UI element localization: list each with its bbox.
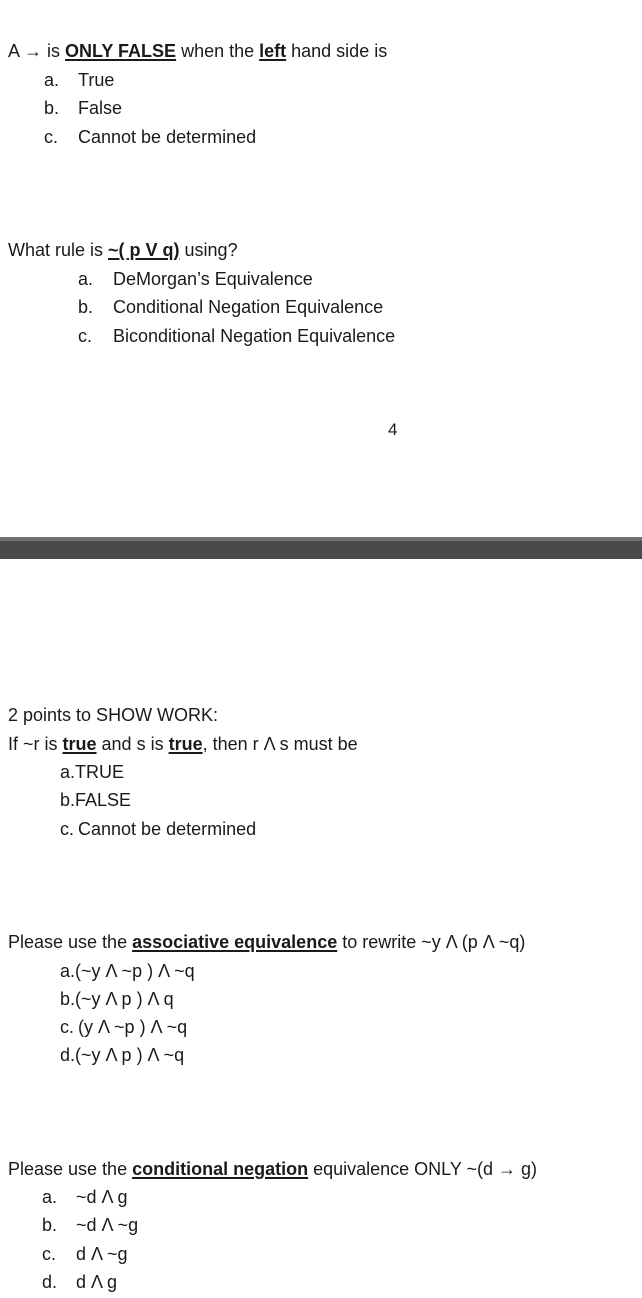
option-text: ~d Λ ~g — [76, 1215, 139, 1235]
option-text: Cannot be determined — [78, 819, 257, 839]
q3-text-part: If ~r is — [8, 734, 63, 754]
q2-text-part: using? — [179, 240, 238, 260]
right-arrow-icon: → — [24, 41, 43, 61]
option-text: Biconditional Negation Equivalence — [113, 326, 396, 346]
q3-underlined-true: true — [168, 734, 203, 754]
q5-option-b[interactable] — [42, 1214, 138, 1236]
q4-option-d[interactable] — [60, 1044, 184, 1066]
q1-option-c[interactable] — [44, 126, 256, 148]
right-arrow-icon: → — [498, 1159, 517, 1179]
question-4-text — [8, 931, 525, 953]
q2-option-a[interactable] — [78, 268, 313, 290]
option-letter: a. — [42, 1187, 58, 1207]
option-text: (~y Λ ~p ) Λ ~q — [75, 961, 195, 981]
question-5-text — [8, 1158, 537, 1180]
q4-option-c[interactable] — [60, 1016, 187, 1038]
q1-text-part: A — [8, 41, 25, 61]
option-letter: d. — [42, 1272, 58, 1292]
option-letter: c. — [42, 1244, 57, 1264]
option-letter: c. — [60, 819, 75, 839]
question-2-text — [8, 239, 238, 261]
q5-option-c[interactable] — [42, 1243, 128, 1265]
q1-text-part: hand side is — [286, 41, 388, 61]
option-letter: b. — [60, 790, 76, 810]
option-text: (~y Λ p ) Λ q — [75, 989, 174, 1009]
q2-text-part: What rule is — [8, 240, 109, 260]
q4-text-part: Please use the — [8, 932, 133, 952]
q2-underlined-expression: ~( p V q) — [108, 240, 180, 260]
question-3-text — [8, 733, 358, 755]
option-text: d Λ g — [76, 1272, 118, 1292]
page-divider — [0, 537, 642, 559]
question-1-text — [8, 40, 387, 62]
option-text: (y Λ ~p ) Λ ~q — [78, 1017, 188, 1037]
option-letter: d. — [60, 1045, 76, 1065]
q1-underlined-only-false: ONLY FALSE — [65, 41, 177, 61]
option-text: ~d Λ g — [76, 1187, 128, 1207]
option-letter: c. — [78, 326, 93, 346]
option-text: TRUE — [75, 762, 125, 782]
option-letter: b. — [42, 1215, 58, 1235]
option-text: (~y Λ p ) Λ ~q — [75, 1045, 185, 1065]
option-letter: b. — [78, 297, 94, 317]
option-letter: a. — [78, 269, 94, 289]
option-text: False — [78, 98, 123, 118]
q3-text-part: and s is — [96, 734, 169, 754]
q1-text-part: when the — [176, 41, 260, 61]
option-letter: a. — [60, 762, 76, 782]
option-letter: c. — [44, 127, 59, 147]
q1-text-part: is — [42, 41, 66, 61]
option-text: DeMorgan’s Equivalence — [113, 269, 313, 289]
option-letter: a. — [44, 70, 60, 90]
option-letter: a. — [60, 961, 76, 981]
q5-text-part: Please use the — [8, 1159, 133, 1179]
q2-option-b[interactable] — [78, 296, 383, 318]
q3-option-a[interactable] — [60, 761, 124, 783]
option-text: Cannot be determined — [78, 127, 257, 147]
q3-text-part: , then r Λ s must be — [202, 734, 358, 754]
q5-underlined-conditional-negation: conditional negation — [132, 1159, 309, 1179]
q3-underlined-true: true — [62, 734, 97, 754]
q4-underlined-associative-equivalence: associative equivalence — [132, 932, 338, 952]
question-3-header: 2 points to SHOW WORK: — [8, 705, 219, 725]
q1-option-b[interactable] — [44, 97, 122, 119]
q5-option-a[interactable] — [42, 1186, 128, 1208]
q1-underlined-left: left — [259, 41, 287, 61]
q5-text-part: equivalence ONLY ~(d — [308, 1159, 499, 1179]
option-letter: b. — [60, 989, 76, 1009]
option-text: Conditional Negation Equivalence — [113, 297, 384, 317]
option-letter: b. — [44, 98, 60, 118]
option-text: d Λ ~g — [76, 1244, 128, 1264]
q5-option-d[interactable] — [42, 1271, 117, 1293]
option-text: FALSE — [75, 790, 132, 810]
q3-option-c[interactable] — [60, 818, 256, 840]
q2-option-c[interactable] — [78, 325, 395, 347]
q4-text-part: to rewrite ~y Λ (p Λ ~q) — [337, 932, 526, 952]
q1-option-a[interactable] — [44, 69, 114, 91]
page-number: 4 — [388, 420, 398, 439]
q5-text-part: g) — [516, 1159, 538, 1179]
option-text: True — [78, 70, 115, 90]
q3-option-b[interactable] — [60, 789, 131, 811]
q4-option-b[interactable] — [60, 988, 174, 1010]
option-letter: c. — [60, 1017, 75, 1037]
q4-option-a[interactable] — [60, 960, 195, 982]
